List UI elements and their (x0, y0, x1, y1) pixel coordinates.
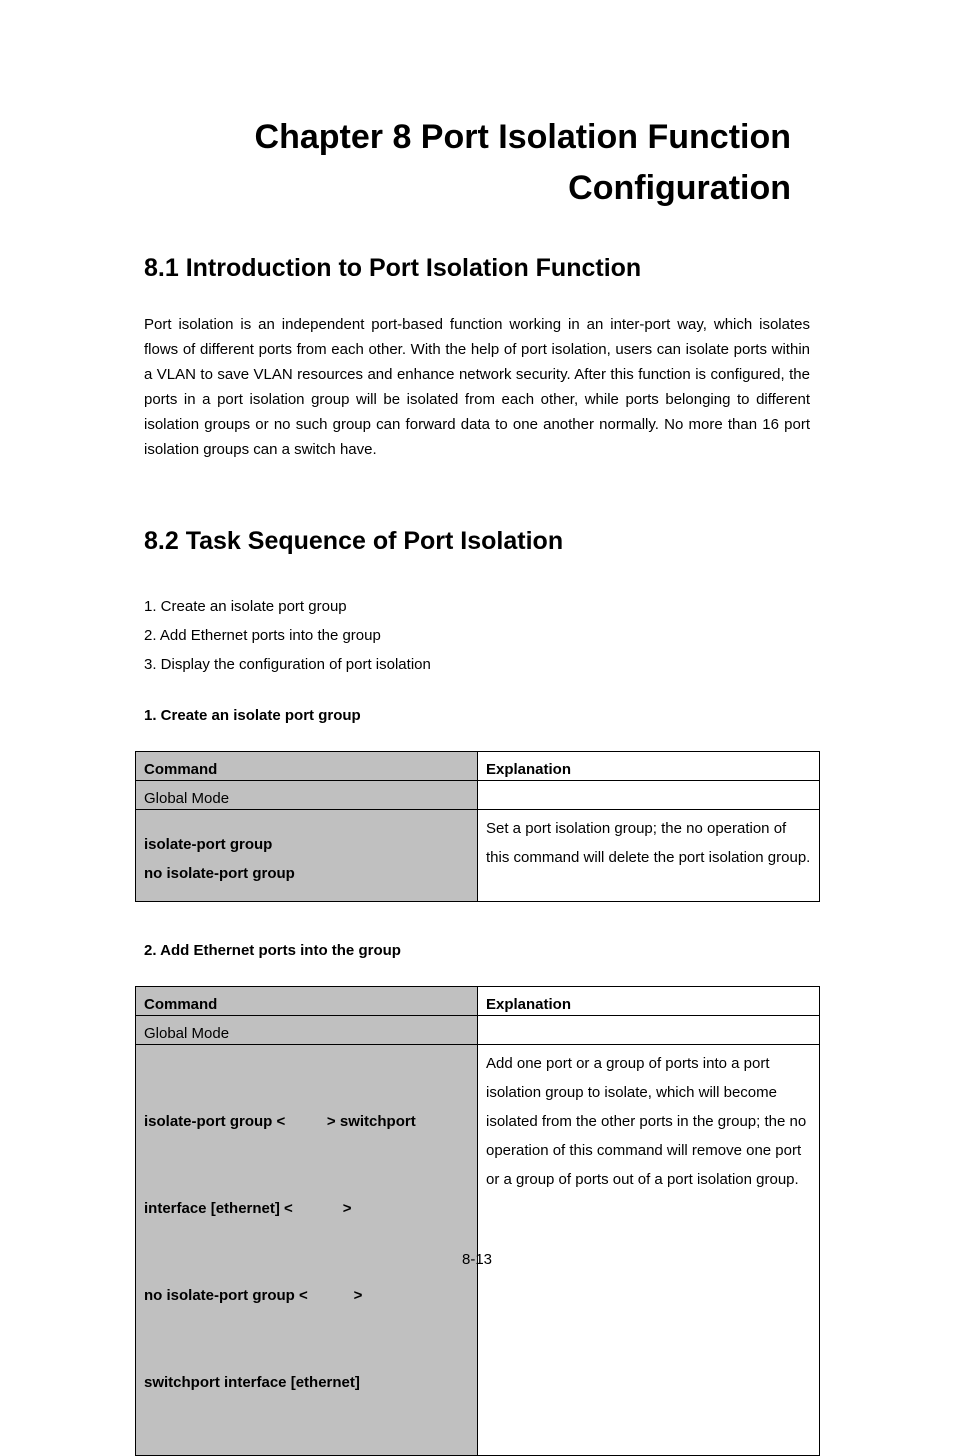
task2-heading: 2. Add Ethernet ports into the group (144, 942, 401, 959)
explanation-cell (478, 810, 820, 902)
mode-cell: Global Mode (136, 781, 478, 810)
introduction-paragraph: Port isolation is an independent port-based function working in an inter-port way, which isolates flows of different ports from each other. With the help of port isolation, users can isolate ports within a VLAN to save VLAN resources and enhance network security. After this function is configured, the ports in a port isolation group will be isolated from each other, while ports belonging to different isolation groups or no such group can forward data to one another normally. No more than 16 port isolation groups can a switch have. (144, 316, 810, 458)
explanation-column-header: Explanation (478, 752, 820, 781)
explanation-column-header: Explanation (478, 987, 820, 1016)
task2-command-table (135, 986, 820, 1456)
list-item: 3. Display the configuration of port isolation (144, 656, 431, 673)
chapter-title (144, 112, 791, 214)
section-heading-introduction: 8.1 Introduction to Port Isolation Function (144, 254, 642, 282)
page-number: 8-13 (461, 1251, 493, 1268)
command-text: isolate-port group (144, 836, 273, 853)
explanation-text: Set a port isolation group; the no operation of this command will delete the port isolation group. (486, 820, 811, 866)
task1-command-table (135, 751, 820, 902)
command-text: no isolate-port group (144, 865, 295, 882)
chapter-title-line-1: Chapter 8 Port Isolation Function (254, 118, 791, 156)
command-text: isolate-port group < > switchport (144, 1113, 416, 1130)
command-column-header: Command (136, 987, 478, 1016)
table-header-row (136, 987, 820, 1016)
explanation-text: Add one port or a group of ports into a port isolation group to isolate, which will become isolated from the other ports in the group; the no operation of this command will remove one port or a group of ports out of a port isolation group. (486, 1055, 807, 1188)
command-text: switchport interface [ethernet] (144, 1374, 360, 1391)
chapter-title-line-2: Configuration (568, 169, 791, 207)
command-text: no isolate-port group < > (144, 1287, 363, 1304)
empty-cell (478, 1016, 820, 1045)
table-header-row (136, 752, 820, 781)
empty-cell (478, 781, 820, 810)
table-row (136, 1016, 820, 1045)
list-item: 1. Create an isolate port group (144, 598, 347, 615)
command-text: interface [ethernet] < > (144, 1200, 352, 1217)
list-item: 2. Add Ethernet ports into the group (144, 627, 381, 644)
command-column-header: Command (136, 752, 478, 781)
task1-heading: 1. Create an isolate port group (144, 707, 361, 724)
table-row (136, 781, 820, 810)
command-cell (136, 810, 478, 902)
mode-cell: Global Mode (136, 1016, 478, 1045)
table-row (136, 810, 820, 902)
task-sequence-list (144, 592, 431, 679)
section-heading-task-sequence: 8.2 Task Sequence of Port Isolation (144, 527, 564, 555)
